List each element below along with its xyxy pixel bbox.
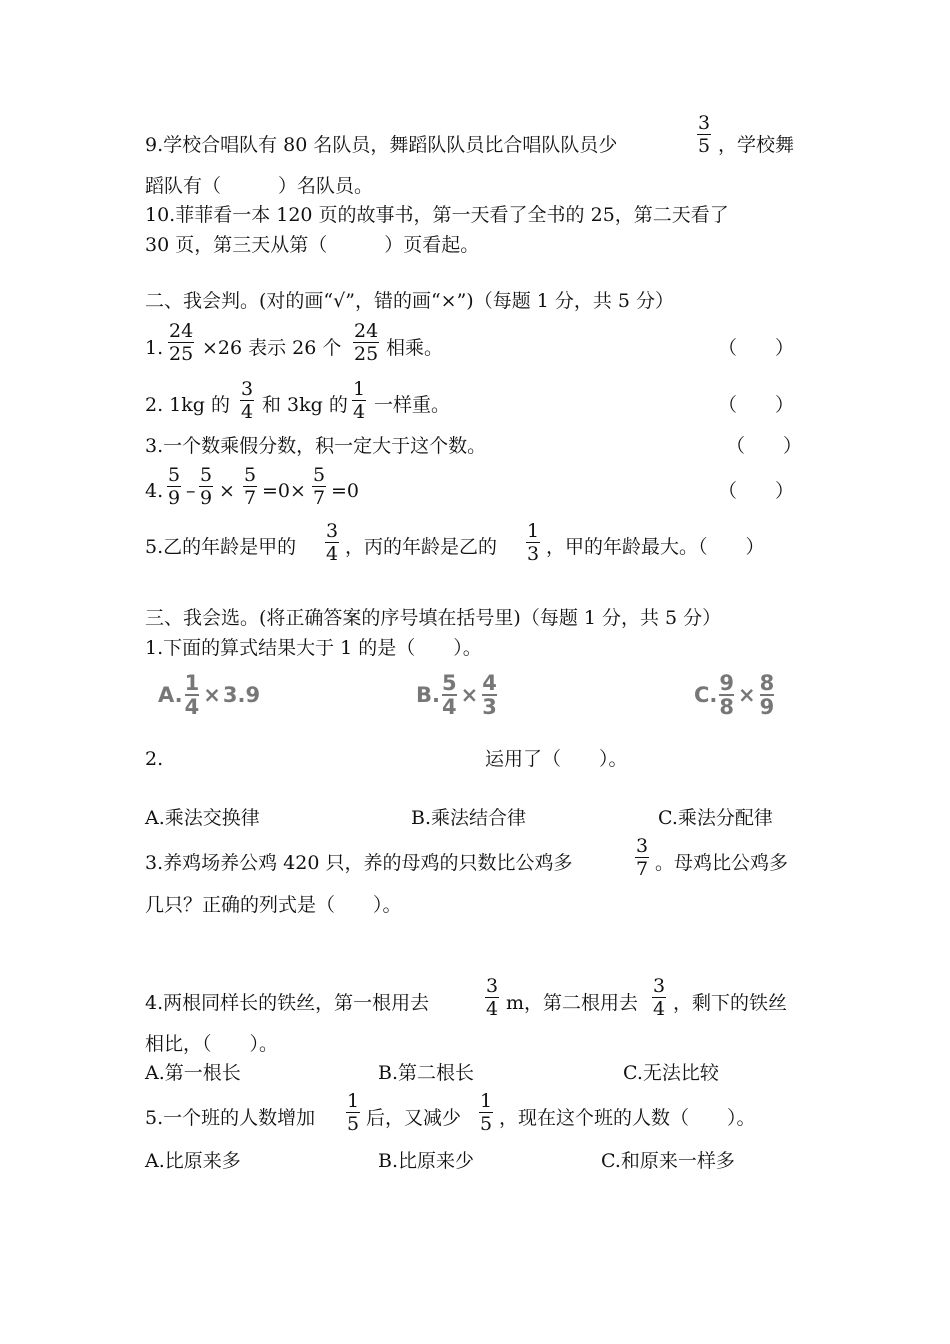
choice-q5-option-a[interactable]: A.比原来多 bbox=[145, 1150, 241, 1172]
choice-q4-option-c[interactable]: C.无法比较 bbox=[623, 1062, 719, 1084]
fraction: $\frac{1}{4}$ bbox=[184, 671, 200, 719]
choice-q2-option-b[interactable]: B.乘法结合律 bbox=[411, 807, 527, 829]
choice-q2-text: 运用了（ ）。 bbox=[485, 748, 628, 770]
minus-sign: – bbox=[186, 480, 196, 502]
choice-q5-option-b[interactable]: B.比原来少 bbox=[378, 1150, 475, 1172]
choice-q2-option-a[interactable]: A.乘法交换律 bbox=[145, 807, 260, 829]
fraction: $\frac{3}{4}$ bbox=[241, 378, 254, 423]
choice-q3-line2: 几只？正确的列式是（ ）。 bbox=[145, 894, 402, 916]
judge-q2-tail: 一样重。 bbox=[374, 394, 451, 416]
q10-line2: 30 页，第三天从第（ ）页看起。 bbox=[145, 234, 480, 256]
q9-line2: 蹈队有（ ）名队员。 bbox=[145, 175, 374, 197]
judge-q2-text: 和 3kg 的 bbox=[262, 394, 348, 416]
times-sign: × bbox=[219, 480, 235, 502]
judge-q2-num: 2. 1kg 的 bbox=[145, 394, 230, 416]
judge-q1-tail: 相乘。 bbox=[386, 337, 444, 359]
section2-heading: 二、我会判。(对的画“√”，错的画“×”)（每题 1 分，共 5 分） bbox=[145, 290, 675, 312]
choice-q1-option-a[interactable]: A. $\frac{1}{4}$ × 3.9 bbox=[158, 671, 261, 719]
choice-q5-line1-b: 后，又减少 bbox=[366, 1107, 462, 1129]
fraction: $\frac{3}{7}$ bbox=[636, 835, 649, 880]
fraction: $\frac{3}{4}$ bbox=[326, 520, 339, 565]
judge-q4-tail: =0 bbox=[331, 480, 360, 502]
choice-q1-text: 1.下面的算式结果大于 1 的是（ ）。 bbox=[145, 637, 482, 659]
fraction: $\frac{1}{4}$ bbox=[353, 378, 366, 423]
choice-q2-option-c[interactable]: C.乘法分配律 bbox=[658, 807, 773, 829]
choice-q3-line1-a: 3.养鸡场养公鸡 420 只，养的母鸡的只数比公鸡多 bbox=[145, 852, 573, 874]
section3-heading: 三、我会选。(将正确答案的序号填在括号里)（每题 1 分，共 5 分） bbox=[145, 607, 722, 629]
fraction: $\frac{5}{7}$ bbox=[244, 464, 257, 509]
choice-q4-line2: 相比，（ ）。 bbox=[145, 1033, 279, 1055]
choice-q5-line1-c: ，现在这个班的人数（ ）。 bbox=[499, 1107, 756, 1129]
fraction: $\frac{24}{25}$ bbox=[354, 320, 379, 365]
q9-line1-a: 9.学校合唱队有 80 名队员，舞蹈队队员比合唱队队员少 bbox=[145, 134, 618, 156]
q10-line1: 10.菲菲看一本 120 页的故事书，第一天看了全书的 25，第二天看了 bbox=[145, 204, 729, 226]
fraction: $\frac{3}{4}$ bbox=[653, 975, 666, 1020]
fraction: $\frac{5}{9}$ bbox=[168, 464, 181, 509]
fraction: $\frac{1}{3}$ bbox=[527, 520, 540, 565]
fraction: $\frac{1}{5}$ bbox=[347, 1090, 360, 1135]
choice-q4-line1-a: 4.两根同样长的铁丝，第一根用去 bbox=[145, 992, 430, 1014]
answer-paren[interactable]: （ ） bbox=[726, 435, 803, 457]
judge-q1-num: 1. bbox=[145, 337, 164, 359]
choice-q5-line1-a: 5.一个班的人数增加 bbox=[145, 1107, 316, 1129]
judge-q5-mid: ，丙的年龄是乙的 bbox=[345, 536, 498, 558]
fraction: $\frac{5}{7}$ bbox=[313, 464, 326, 509]
judge-q3-text: 3.一个数乘假分数，积一定大于这个数。 bbox=[145, 435, 487, 457]
fraction: $\frac{5}{4}$ bbox=[441, 671, 457, 719]
choice-q4-line1-b: m，第二根用去 bbox=[506, 992, 639, 1014]
fraction: $\frac{3}{4}$ bbox=[486, 975, 499, 1020]
choice-q4-option-a[interactable]: A.第一根长 bbox=[145, 1062, 241, 1084]
choice-q1-option-c[interactable]: C. $\frac{9}{8}$ × $\frac{8}{9}$ bbox=[694, 671, 775, 719]
fraction: $\frac{9}{8}$ bbox=[719, 671, 735, 719]
answer-paren[interactable]: （ ） bbox=[718, 480, 795, 502]
judge-q4-mid: =0× bbox=[262, 480, 306, 502]
fraction: $\frac{4}{3}$ bbox=[482, 671, 497, 719]
q9-line1-b: ，学校舞 bbox=[718, 134, 795, 156]
fraction: $\frac{1}{5}$ bbox=[480, 1090, 493, 1135]
judge-q1-text: ×26 表示 26 个 bbox=[202, 337, 342, 359]
fraction: $\frac{5}{9}$ bbox=[200, 464, 213, 509]
judge-q5-text: 5.乙的年龄是甲的 bbox=[145, 536, 297, 558]
answer-paren[interactable]: （ ） bbox=[718, 394, 795, 416]
fraction: $\frac{24}{25}$ bbox=[169, 320, 194, 365]
choice-q2-num: 2. bbox=[145, 748, 164, 770]
judge-q5-tail: ，甲的年龄最大。（ ） bbox=[546, 536, 765, 558]
fraction: $\frac{8}{9}$ bbox=[759, 671, 775, 719]
choice-q4-line1-c: ，剩下的铁丝 bbox=[673, 992, 788, 1014]
judge-q4-num: 4. bbox=[145, 480, 164, 502]
answer-paren[interactable]: （ ） bbox=[718, 337, 795, 359]
fraction: $\frac{3}{5}$ bbox=[698, 112, 711, 157]
choice-q5-option-c[interactable]: C.和原来一样多 bbox=[601, 1150, 735, 1172]
choice-q3-line1-b: 。母鸡比公鸡多 bbox=[655, 852, 789, 874]
choice-q4-option-b[interactable]: B.第二根长 bbox=[378, 1062, 475, 1084]
choice-q1-option-b[interactable]: B. $\frac{5}{4}$ × $\frac{4}{3}$ bbox=[416, 671, 497, 719]
